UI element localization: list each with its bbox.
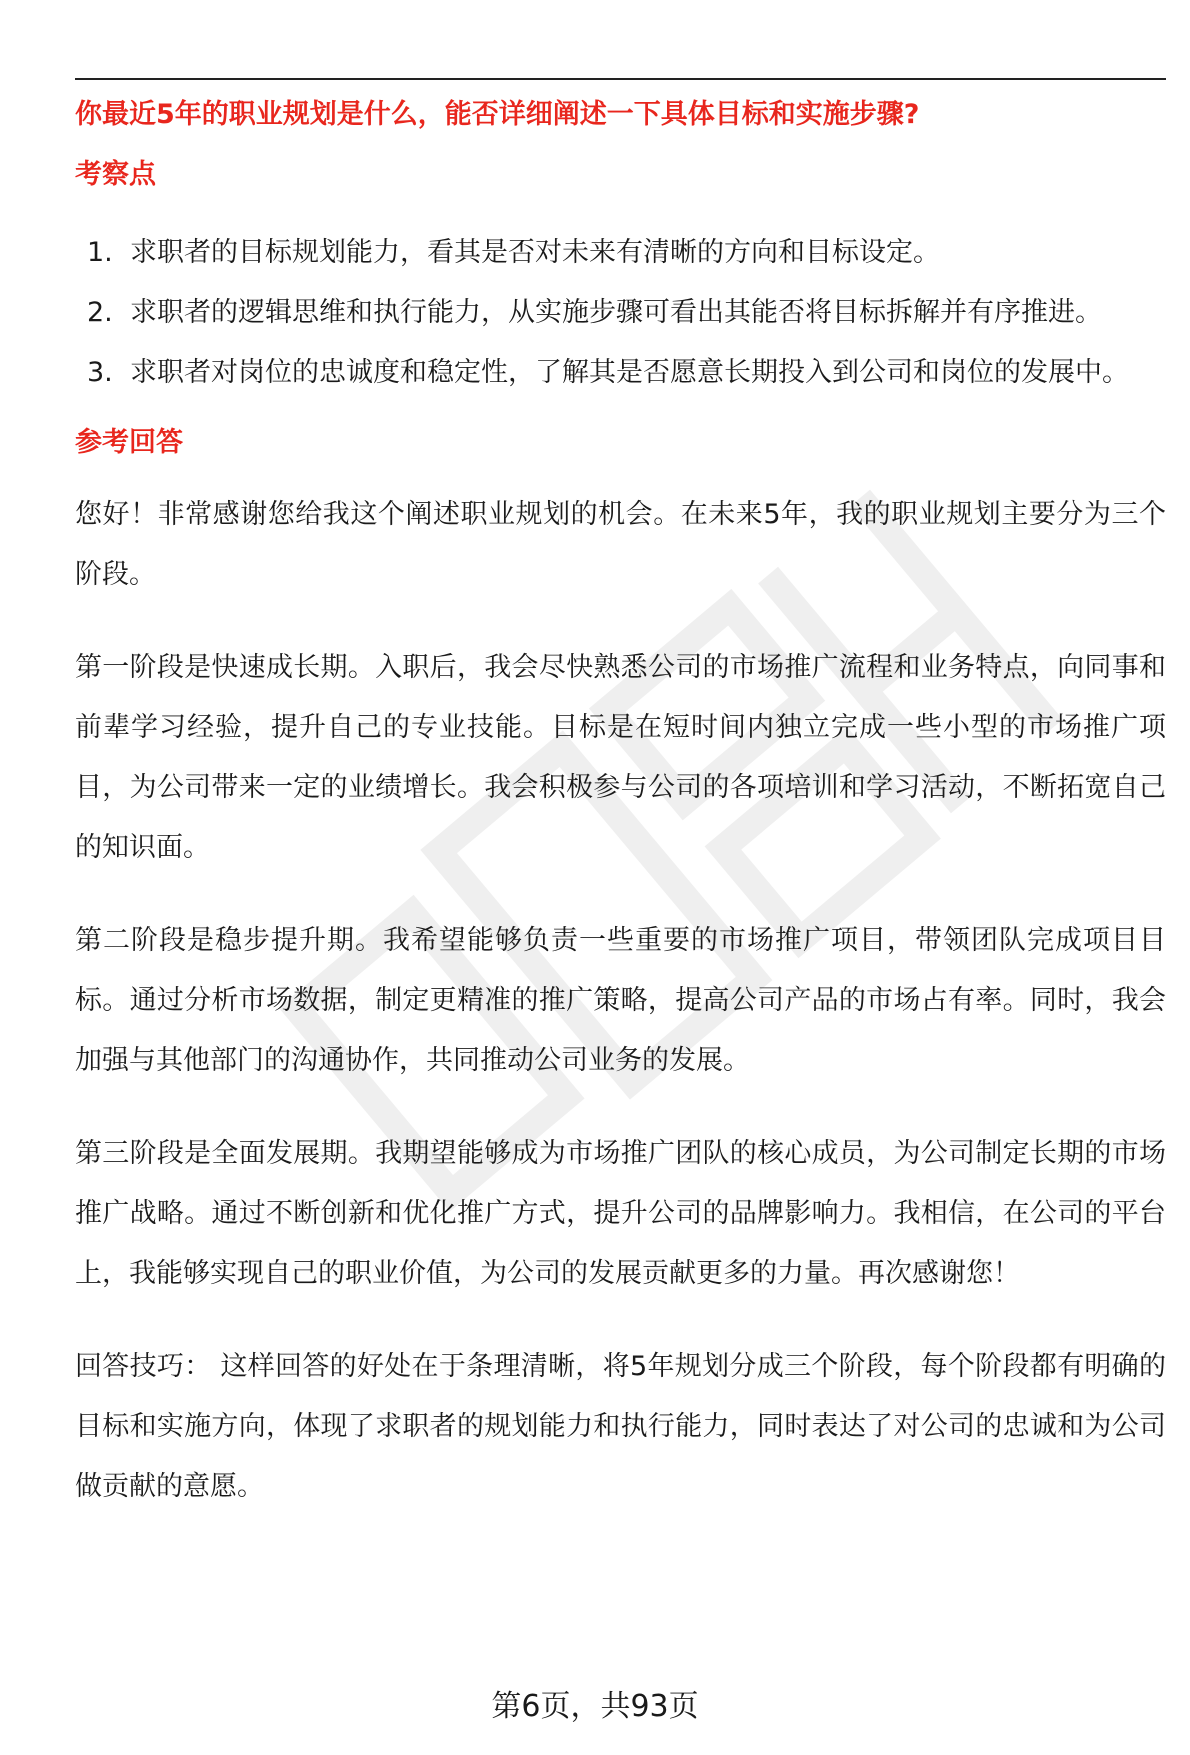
answer-paragraph: 您好！非常感谢您给我这个阐述职业规划的机会。在未来5年，我的职业规划主要分为三个阶段。 [75,499,1166,590]
list-item-text: 求职者的逻辑思维和执行能力，从实施步骤可看出其能否将目标拆解并有序推进。 [130,297,1102,328]
list-item-number: 3. [87,357,113,388]
document-body [75,95,1166,1517]
list-item [75,223,1166,283]
list-item [75,343,1166,403]
list-item [75,283,1166,343]
list-item-text: 求职者对岗位的忠诚度和稳定性，了解其是否愿意长期投入到公司和岗位的发展中。 [130,357,1129,388]
question-title: 你最近5年的职业规划是什么，能否详细阐述一下具体目标和实施步骤? [75,99,920,130]
list-item-number: 2. [87,297,113,328]
list-item-number: 1. [87,237,113,268]
page-number-footer: 第6页，共93页 [491,1689,699,1724]
points-heading: 考察点 [75,159,156,190]
answer-tips-paragraph: 回答技巧： 这样回答的好处在于条理清晰，将5年规划分成三个阶段，每个阶段都有明确的目标和实施方向，体现了求职者的规划能力和执行能力，同时表达了对公司的忠诚和为公司做贡献的意愿。 [75,1351,1166,1502]
answer-paragraph: 第一阶段是快速成长期。入职后，我会尽快熟悉公司的市场推广流程和业务特点，向同事和前辈学习经验，提升自己的专业技能。目标是在短时间内独立完成一些小型的市场推广项目，为公司带来一定的业绩增长。我会积极参与公司的各项培训和学习活动，不断拓宽自己的知识面。 [75,652,1166,863]
top-divider [75,78,1166,80]
answer-heading: 参考回答 [75,427,183,458]
points-list [75,223,1166,403]
answer-paragraph: 第三阶段是全面发展期。我期望能够成为市场推广团队的核心成员，为公司制定长期的市场推广战略。通过不断创新和优化推广方式，提升公司的品牌影响力。我相信，在公司的平台上，我能够实现自己的职业价值，为公司的发展贡献更多的力量。再次感谢您！ [75,1138,1166,1289]
answer-paragraph: 第二阶段是稳步提升期。我希望能够负责一些重要的市场推广项目，带领团队完成项目目标。通过分析市场数据，制定更精准的推广策略，提高公司产品的市场占有率。同时，我会加强与其他部门的沟通协作，共同推动公司业务的发展。 [75,925,1166,1076]
list-item-text: 求职者的目标规划能力，看其是否对未来有清晰的方向和目标设定。 [130,237,940,268]
